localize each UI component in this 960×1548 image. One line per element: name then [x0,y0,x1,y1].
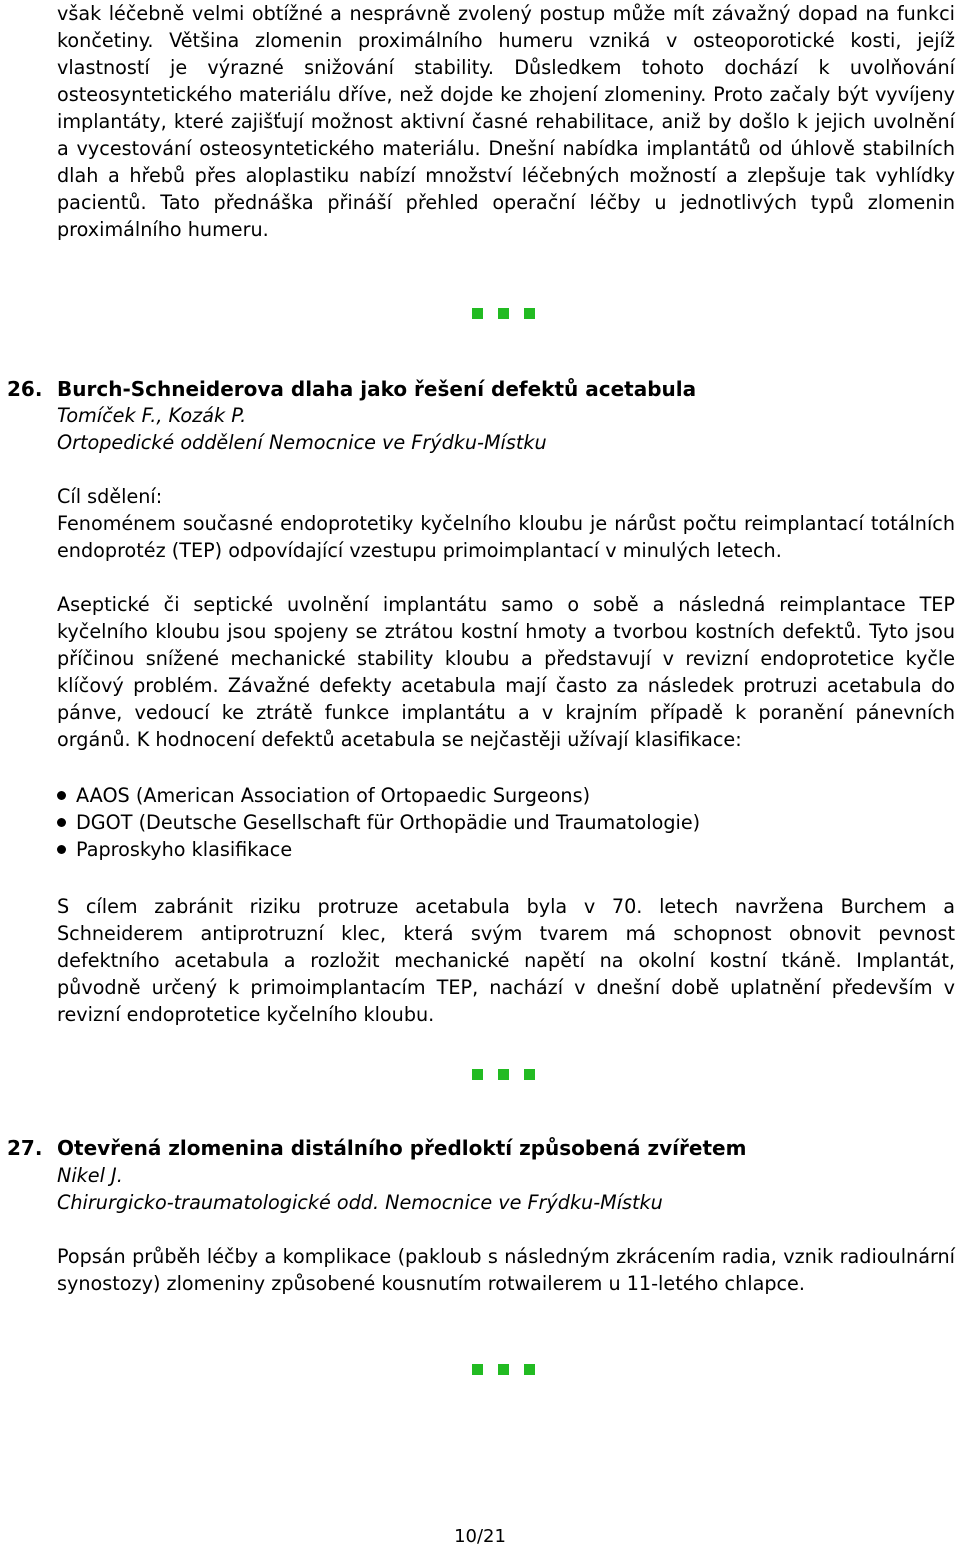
separator-square [524,1364,535,1375]
article-title: Otevřená zlomenina distálního předloktí způsobená zvířetem [57,1136,747,1160]
body-paragraph: Popsán průběh léčby a komplikace (pakloub s následným zkrácením radia, vznik radioulnární synostozy) zlomeniny způsobené kousnutím rotwailerem u 11-letého chlapce. [57,1245,955,1295]
aim-paragraph: Fenoménem současné endoprotetiky kyčelního kloubu je nárůst počtu reimplantací totálních endoprotéz (TEP) odpovídající vzestupu primoimplantací v minulých letech. [57,512,955,562]
article-authors: Tomíček F., Kozák P. [57,404,247,427]
separator-square [472,308,483,319]
separator-square [524,308,535,319]
separator-square [472,1069,483,1080]
article-number: 26. [7,377,43,401]
separator-square [498,1364,509,1375]
section-separator [472,1069,542,1081]
page-number: 10/21 [454,1526,506,1547]
article-department: Ortopedické oddělení Nemocnice ve Frýdku-Místku [57,431,547,454]
article-number: 27. [7,1136,43,1160]
section-separator [472,308,542,320]
separator-square [472,1364,483,1375]
list-item: DGOT (Deutsche Gesellschaft für Orthopädie und Traumatologie) [57,809,955,836]
section-separator [472,1364,542,1376]
article-authors: Nikel J. [57,1164,123,1187]
body-paragraph: Aseptické či septické uvolnění implantátu samo o sobě a následná reimplantace TEP kyčelního kloubu jsou spojeny se ztrátou kostní hmoty a tvorbou kostních defektů. Tyto jsou příčinou snížené mechanické stability kloubu a představují v revizní endoprotetice kyčle klíčový problém. Závažné defekty acetabula mají často za následek protruzi acetabula do pánve, vedoucí ke ztrátě funkce implantátu a v krajním případě k poranění pánevních orgánů. K hodnocení defektů acetabula se nejčastěji užívají klasifikace: [57,593,955,751]
separator-square [498,1069,509,1080]
classification-list [57,782,955,863]
intro-paragraph: však léčebně velmi obtížné a nesprávně zvolený postup může mít závažný dopad na funkci končetiny. Většina zlomenin proximálního humeru vzniká v osteoporotické kosti, jejíž vlastností je výrazné snižování stability. Důsledkem tohoto dochází k uvolňování osteosyntetického materiálu dříve, než dojde ke zhojení zlomeniny. Proto začaly být vyvíjeny implantáty, které zajišťují možnost aktivní časné rehabilitace, aniž by došlo k jejich uvolnění a vycestování osteosyntetického materiálu. Dnešní nabídka implantátů od úhlově stabilních dlah a hřebů přes aloplastiku nabízí množství léčebných možností a zlepšuje tak vyhlídky pacientů. Tato přednáška přináší přehled operační léčby u jednotlivých typů zlomenin proximálního humeru. [57,2,955,241]
article-department: Chirurgicko-traumatologické odd. Nemocnice ve Frýdku-Místku [57,1191,663,1214]
aim-label: Cíl sdělení: [57,485,163,508]
list-item: Paproskyho klasifikace [57,836,955,863]
list-item: AAOS (American Association of Ortopaedic Surgeons) [57,782,955,809]
separator-square [498,308,509,319]
separator-square [524,1069,535,1080]
article-title: Burch-Schneiderova dlaha jako řešení defektů acetabula [57,377,697,401]
body-paragraph: S cílem zabránit riziku protruze acetabula byla v 70. letech navržena Burchem a Schneiderem antiprotruzní klec, která svým tvarem má schopnost obnovit pevnost defektního acetabula a rozložit mechanické napětí na okolní kostní tkáně. Implantát, původně určený k primoimplantacím TEP, nachází v dnešní době uplatnění především v revizní endoprotetice kyčelního kloubu. [57,895,955,1026]
